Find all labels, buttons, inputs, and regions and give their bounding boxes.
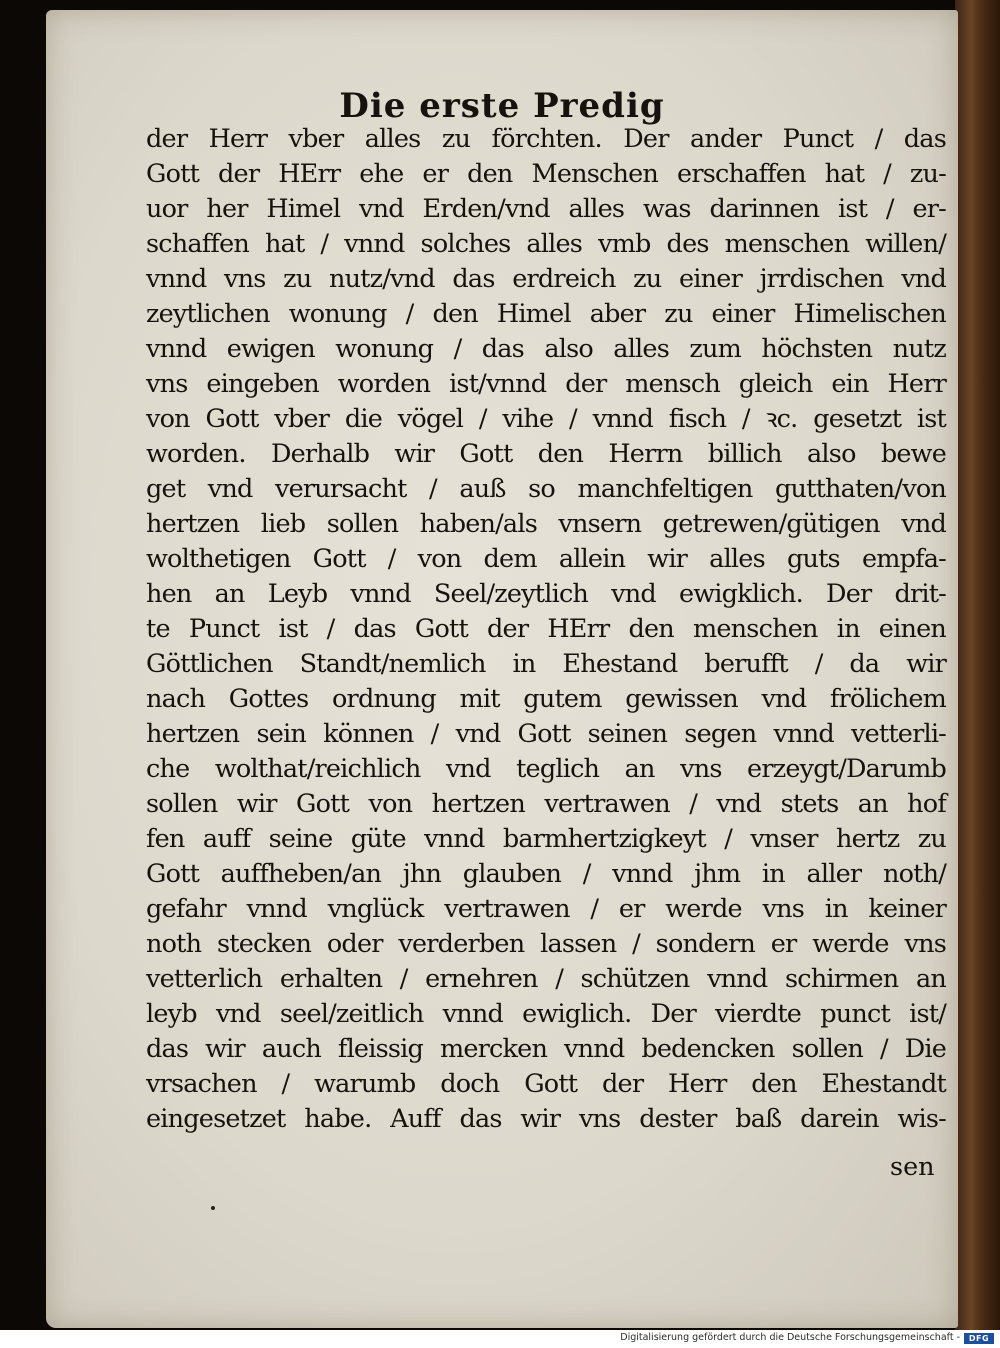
text-line: leyb vnd seel/zeitlich vnnd ewiglich. Der vierdte punct ist/ (146, 999, 946, 1029)
text-line: vetterlich erhalten / ernehren / schützen vnnd schirmen an (146, 964, 946, 994)
text-line: wolthetigen Gott / von dem allein wir alles guts empfa- (146, 544, 946, 574)
text-line: Gott auffheben/an jhn glauben / vnnd jhm in aller noth/ (146, 859, 946, 889)
ink-speck (211, 1206, 215, 1210)
text-line: te Punct ist / das Gott der HErr den menschen in einen (146, 614, 946, 644)
text-line: Göttlichen Standt/nemlich in Ehestand berufft / da wir (146, 649, 946, 679)
footer-bar (0, 1330, 1000, 1348)
text-line: uor her Himel vnd Erden/vnd alles was darinnen ist / er- (146, 194, 946, 224)
body-text (146, 122, 946, 1137)
text-line: vnnd ewigen wonung / das also alles zum höchsten nutz (146, 334, 946, 364)
text-line: das wir auch fleissig mercken vnnd bedencken sollen / Die (146, 1034, 946, 1064)
text-line: fen auff seine güte vnnd barmhertzigkeyt / vnser hertz zu (146, 824, 946, 854)
text-line: schaffen hat / vnnd solches alles vmb des menschen willen/ (146, 229, 946, 259)
text-line: eingesetzet habe. Auff das wir vns dester baß darein wis- (146, 1104, 946, 1134)
text-line: che wolthat/reichlich vnd teglich an vns erzeygt/Darumb (146, 754, 946, 784)
text-line: vnnd vns zu nutz/vnd das erdreich zu einer jrrdischen vnd (146, 264, 946, 294)
text-line: hertzen sein können / vnd Gott seinen segen vnnd vetterli- (146, 719, 946, 749)
text-line: der Herr vber alles zu förchten. Der ander Punct / das (146, 124, 946, 154)
running-header: Die erste Predig (339, 86, 665, 126)
text-line: von Gott vber die vögel / vihe / vnnd fisch / ꝛc. gesetzt ist (146, 404, 946, 434)
catchword: sen (890, 1152, 935, 1182)
text-line: worden. Derhalb wir Gott den Herrn billich also bewe (146, 439, 946, 469)
text-line: hen an Leyb vnnd Seel/zeytlich vnd ewigklich. Der drit- (146, 579, 946, 609)
text-line: zeytlichen wonung / den Himel aber zu einer Himelischen (146, 299, 946, 329)
text-line: vrsachen / warumb doch Gott der Herr den Ehestandt (146, 1069, 946, 1099)
text-line: noth stecken oder verderben lassen / sondern er werde vns (146, 929, 946, 959)
dfg-logo: DFG (964, 1333, 994, 1344)
text-line: gefahr vnnd vnglück vertrawen / er werde vns in keiner (146, 894, 946, 924)
text-line: nach Gottes ordnung mit gutem gewissen vnd frölichem (146, 684, 946, 714)
text-line: sollen wir Gott von hertzen vertrawen / vnd stets an hof (146, 789, 946, 819)
text-line: Gott der HErr ehe er den Menschen erschaffen hat / zu- (146, 159, 946, 189)
book-edge (955, 0, 1000, 1330)
text-line: vns eingeben worden ist/vnnd der mensch gleich ein Herr (146, 369, 946, 399)
text-line: get vnd verursacht / auß so manchfeltigen gutthaten/von (146, 474, 946, 504)
funding-credit: Digitalisierung gefördert durch die Deutsche Forschungsgemeinschaft - (620, 1332, 960, 1343)
text-line: hertzen lieb sollen haben/als vnsern getrewen/gütigen vnd (146, 509, 946, 539)
